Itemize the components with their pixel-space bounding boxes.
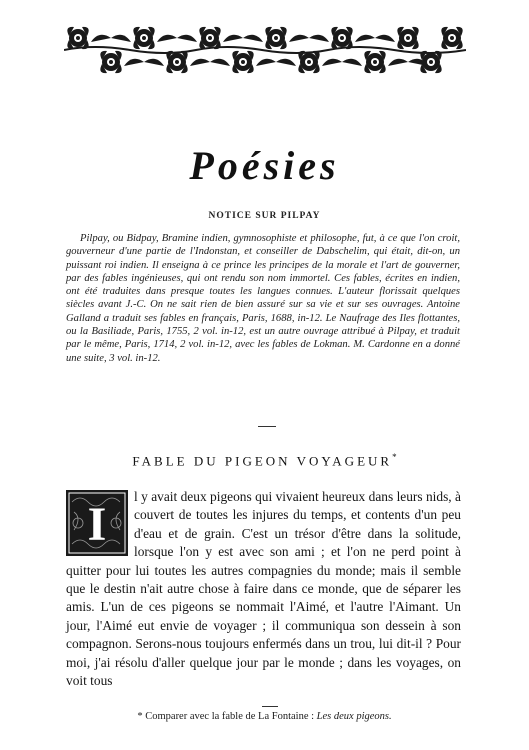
footnote [0,711,529,722]
fable-title-text: FABLE DU PIGEON VOYAGEUR [132,453,393,469]
footnote-mark: * [137,711,143,722]
section-divider [258,426,276,427]
dropcap-letter: I [87,498,107,551]
footnote-italic: Les deux pigeons. [316,711,392,722]
footnote-divider [262,706,278,707]
fable-paragraph [66,488,461,690]
fable-text: l y avait deux pigeons qui vivaient heureux dans leurs nids, à couvert de toutes les injures du temps, et contents d'un peu d'eau et de grain. C'est un trésor d'être dans la solitude, lorsque l'on y est avec son ami ; et l'on ne perd point à quitter pour lui toutes les autres compagnies du monde; mais il semble que le destin n'ait autre chose à faire dans ce monde, que de séparer les amis. L'un de ces pigeons se nommait l'Aimé, et l'autre l'Aimant. Un jour, l'Aimé eut envie de voyager ; il communiqua son dessein à son compagnon. Serons-nous toujours enfermés dans un trou, lui dit-il ? Pour moi, j'ai résolu d'aller quelque jour par le monde ; dans les voyages, on voit tous [66,489,461,689]
notice-paragraph: Pilpay, ou Bidpay, Bramine indien, gymnosophiste et philosophe, fut, à ce que l'on croit, gouverneur d'une partie de l'Indonstan, et conseiller de Dabschelim, qui était, dit-on, un puissant roi indien. Il enseigna à ce prince les principes de la morale et l'art de gouverner, par des fables ingénieuses, qui ont rendu son nom immortel. Ces fables, écrites en indien, ont été traduites dans presque toutes les langues connues. L'auteur florissait quelques siècles avant J.-C. On ne sait rien de bien assuré sur sa vie et sur ses ouvrages. Antoine Galland a traduit ses fables en français, Paris, 1688, in-12. Le Naufrage des Iles flottantes, ou la Basiliade, Paris, 1755, 2 vol. in-12, est un autre ouvrage attribué à Pilpay, et traduit par le même, Paris, 1714, 2 vol. in-12, avec les fables de Lokman. M. Cardonne en a donné une suite, 3 vol. in-12. [66,233,460,364]
page-title: Poésies [189,143,340,188]
floral-ornament-band [64,24,466,76]
dropcap-space [66,488,134,558]
footnote-text: Comparer avec la fable de La Fontaine : [145,711,315,722]
fable-title-footnote-mark: * [392,452,397,462]
fable-title [0,452,529,469]
notice-heading: NOTICE SUR PILPAY [208,211,321,221]
